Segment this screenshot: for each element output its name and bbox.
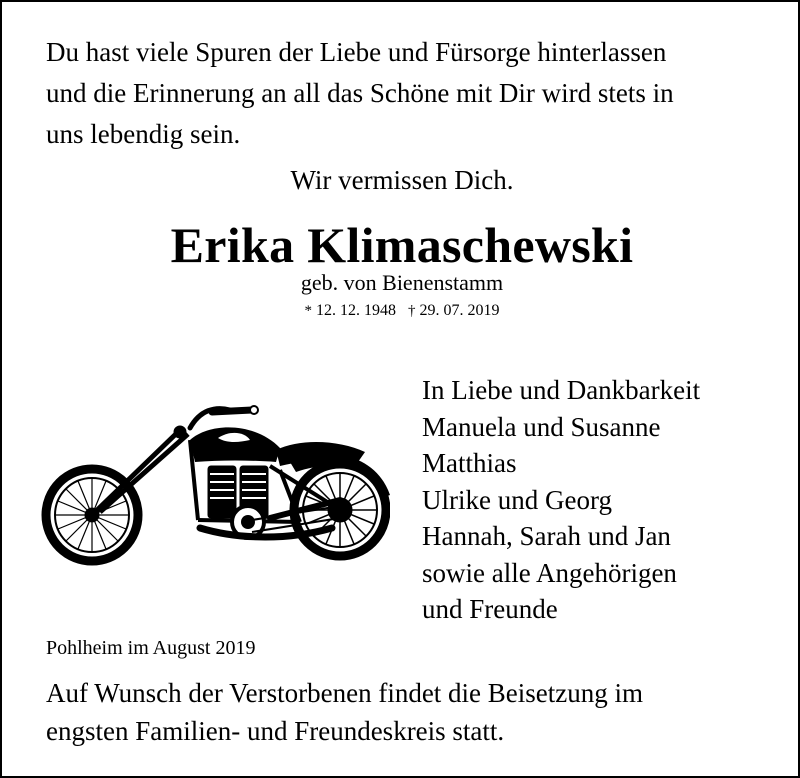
- family-line: Hannah, Sarah und Jan: [422, 521, 671, 551]
- death-date: 29. 07. 2019: [419, 302, 500, 319]
- maiden-name: geb. von Bienenstamm: [300, 270, 504, 295]
- outro-line: Auf Wunsch der Verstorbenen findet die Beisetzung im: [46, 678, 644, 708]
- miss-line: Wir vermissen Dich.: [290, 165, 514, 195]
- birth-date: 12. 12. 1948: [316, 302, 396, 319]
- family-line: sowie alle Angehörigen: [422, 557, 677, 588]
- family-line: Matthias: [422, 448, 517, 478]
- family-line: und Freunde: [422, 594, 558, 624]
- motorcycle-icon: [40, 400, 390, 575]
- place-date: Pohlheim im August 2019: [46, 637, 256, 659]
- death-cross-icon: †: [408, 303, 416, 319]
- intro-line: Du hast viele Spuren der Liebe und Fürsorge hinterlassen: [46, 37, 667, 67]
- family-line: Manuela und Susanne: [422, 411, 661, 442]
- intro-line: uns lebendig sein.: [46, 119, 241, 149]
- life-dates: [2, 302, 800, 320]
- family-line: In Liebe und Dankbarkeit: [422, 375, 701, 405]
- outro-line: engsten Familien- und Freundeskreis statt.: [46, 716, 505, 746]
- family-list: [422, 372, 700, 628]
- intro-line: und die Erinnerung an all das Schöne mit Dir wird stets in: [46, 78, 674, 108]
- family-line: Ulrike und Georg: [422, 484, 612, 515]
- birth-star-icon: *: [304, 303, 312, 319]
- intro-text: [46, 32, 766, 155]
- outro-text: [46, 674, 643, 750]
- deceased-name: Erika Klimaschewski: [170, 217, 634, 273]
